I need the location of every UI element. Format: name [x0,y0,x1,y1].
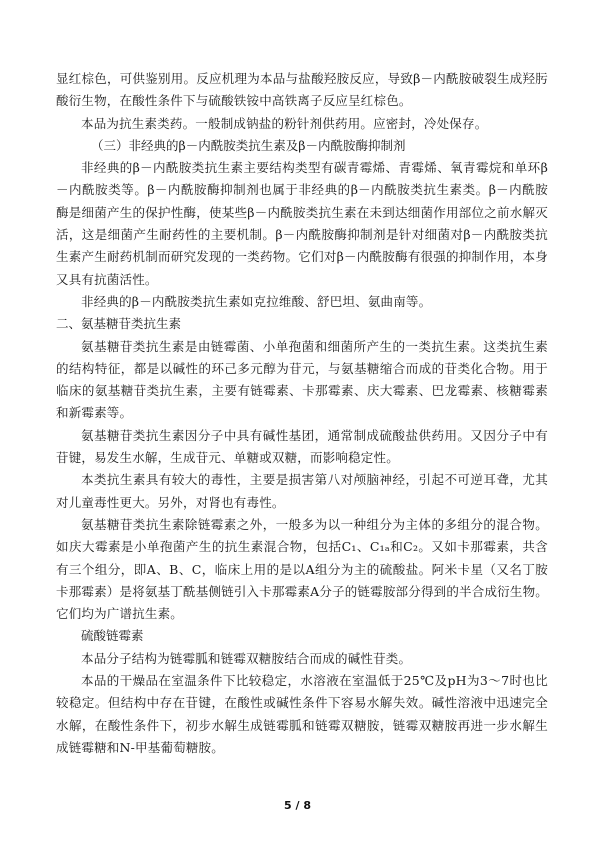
subheading-streptomycin-sulfate: 硫酸链霉素 [81,628,144,644]
paragraph-streptomycin-structure: 本品分子结构为链霉胍和链霉双糖胺结合而成的碱性苷类。 [81,650,412,666]
paragraph-aminoglycoside-toxicity: 本类抗生素具有较大的毒性，主要是损害第八对颅脑神经，引起不可逆耳聋，尤其对儿童毒性更大。另外，对肾也有毒性。 [56,472,548,510]
section-heading-nonclassical: （三）非经典的β－内酰胺类抗生素及β－内酰胺酶抑制剂 [91,137,406,153]
section-heading-aminoglycosides: 二、氨基糖苷类抗生素 [56,316,182,332]
paragraph-continued: 显红棕色，可供鉴别用。反应机理为本品与盐酸羟胺反应，导致β－内酰胺破裂生成羟肟酸衍生物，在酸性条件下与硫酸铁铵中高铁离子反应呈红棕色。 [56,71,548,109]
paragraph-aminoglycoside-components: 氨基糖苷类抗生素除链霉素之外，一般多为以一种组分为主体的多组分的混合物。如庆大霉素是小单孢菌产生的抗生素混合物，包括C₁、C₁ₐ和C₂。又如卡那霉素，共含有三个组分，即A、B、C，临床上用的是以A组分为主的硫酸盐。阿米卡星（又名丁胺卡那霉素）是将氨基丁酰基侧链引入卡那霉素A分子的链霉胺部分得到的半合成衍生物。它们均为广谱抗生素。 [56,516,548,622]
paragraph-streptomycin-stability: 本品的干燥品在室温条件下比较稳定，水溶液在室温低于25℃及pH为3～7时也比较稳定。但结构中存在苷键，在酸性或碱性条件下容易水解失效。碱性溶液中迅速完全水解，在酸性条件下，初步水解生成链霉胍和链霉双糖胺，链霉双糖胺再进一步水解生成链霉糖和N-甲基葡萄糖胺。 [56,673,548,755]
page-body [56,68,548,759]
paragraph-aminoglycoside-intro: 氨基糖苷类抗生素是由链霉菌、小单孢菌和细菌所产生的一类抗生素。这类抗生素的结构特征，都是以碱性的环己多元醇为苷元，与氨基糖缩合而成的苷类化合物。用于临床的氨基糖苷类抗生素，主要有链霉素、卡那霉素、庆大霉素、巴龙霉素、核糖霉素和新霉素等。 [56,338,548,421]
paragraph-storage: 本品为抗生素类药。一般制成钠盐的粉针剂供药用。应密封，冷处保存。 [81,115,488,131]
page-number: 5 / 8 [284,799,311,812]
paragraph-nonclassical-intro: 非经典的β－内酰胺类抗生素主要结构类型有碳青霉烯、青霉烯、氧青霉烷和单环β－内酰胺类等。β－内酰胺酶抑制剂也属于非经典的β－内酰胺类抗生素类。β－内酰胺酶是细菌产生的保护性酶，使某些β－内酰胺类抗生素在未到达细菌作用部位之前水解灭活，这是细菌产生耐药性的主要机制。β－内酰胺酶抑制剂是针对细菌对β－内酰胺类抗生素产生耐药机制而研究发现的一类药物。它们对β－内酰胺酶有很强的抑制作用，本身又具有抗菌活性。 [56,160,548,287]
paragraph-aminoglycoside-stability: 氨基糖苷类抗生素因分子中具有碱性基团，通常制成硫酸盐供药用。又因分子中有苷键，易发生水解，生成苷元、单糖或双糖，而影响稳定性。 [56,427,548,466]
paragraph-nonclassical-examples: 非经典的β－内酰胺类抗生素如克拉维酸、舒巴坦、氨曲南等。 [81,293,432,309]
